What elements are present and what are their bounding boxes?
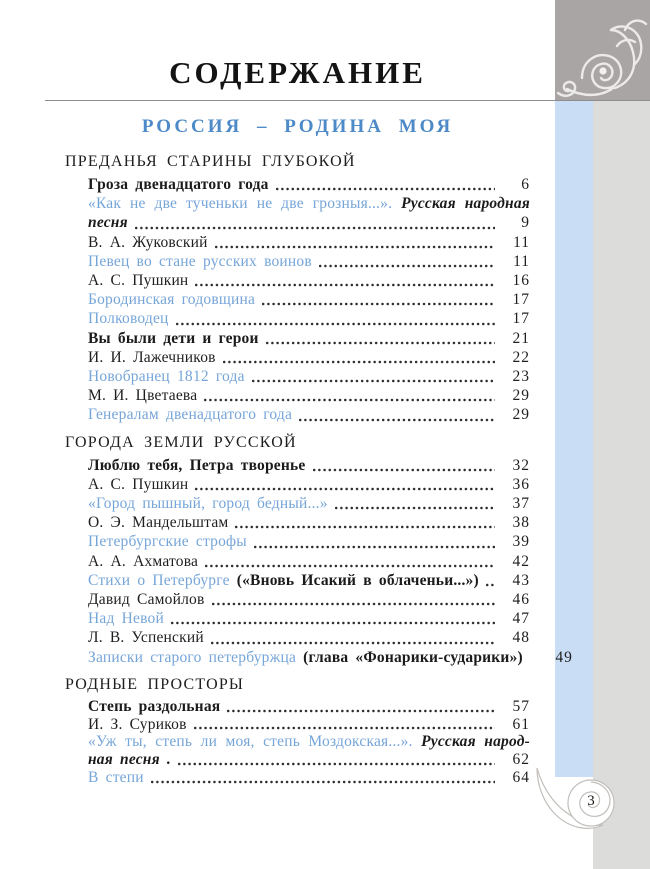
entry-page-number: 39 (512, 533, 530, 551)
entry-title (88, 213, 128, 232)
dot-leader (276, 187, 495, 191)
section-entries (65, 698, 530, 787)
entry-page-number: 21 (512, 329, 530, 347)
entry-title-segment: Русская народ- (412, 733, 530, 751)
entry-title-segment: В. А. Жуковский (88, 233, 208, 251)
dot-leader (262, 302, 495, 306)
entry-title (88, 252, 312, 271)
entry-title (88, 590, 205, 609)
entry-title (88, 751, 171, 769)
entry-title-segment: Вы были дети и герои (88, 329, 259, 347)
dot-leader (204, 398, 495, 402)
toc-entry (88, 475, 530, 494)
entry-page-number: 42 (512, 552, 530, 570)
entry-page-number: 11 (513, 252, 530, 270)
entry-title-segment: М. И. Цветаева (88, 387, 198, 405)
entry-title (88, 769, 144, 787)
entry-page-number: 46 (512, 591, 530, 609)
section-entries (65, 456, 573, 667)
entry-title (88, 348, 216, 367)
entry-title-segment: «Уж ты, степь ли моя, степь Моздокская...». (88, 733, 413, 751)
floral-swirl-icon (555, 0, 650, 100)
entry-title-segment: ная песня . (88, 751, 171, 769)
entry-title-segment: Степь раздольная (88, 697, 221, 715)
entry-title-segment: Люблю тебя, Петра творенье (88, 456, 306, 474)
entry-title-segment: Петербургские строфы (88, 533, 247, 551)
entry-title-segment: Новобранец 1812 года (88, 368, 245, 386)
entry-page-number: 61 (512, 715, 530, 733)
entry-title-segment: Над Невой (88, 610, 164, 628)
toc-entry (88, 590, 530, 609)
entry-title (88, 194, 530, 213)
toc-entry (88, 552, 530, 571)
toc-entry (88, 386, 530, 405)
entry-title (88, 367, 245, 386)
dot-leader (194, 726, 495, 730)
page-number: 3 (587, 793, 595, 809)
toc-entry (88, 609, 530, 628)
toc-entry (88, 405, 530, 424)
toc-entry (88, 175, 530, 194)
dot-leader (171, 621, 495, 625)
entry-title-segment: В степи (88, 769, 144, 787)
entry-page-number: 47 (512, 610, 530, 628)
entry-page-number: 17 (512, 291, 530, 309)
part-title: РОССИЯ – РОДИНА МОЯ (141, 116, 454, 137)
entry-page-number: 62 (512, 751, 530, 769)
entry-page-number: 22 (512, 348, 530, 366)
entry-page-number: 43 (512, 571, 530, 589)
entry-page-number: 23 (512, 368, 530, 386)
entry-title-segment: «Город пышный, город бедный...» (88, 495, 328, 513)
entry-title (88, 175, 269, 194)
entry-page-number: 9 (521, 214, 530, 232)
dot-leader (176, 322, 495, 326)
dot-leader (266, 341, 495, 345)
entry-page-number: 38 (512, 514, 530, 532)
dot-leader (195, 487, 495, 491)
section-header: РОДНЫЕ ПРОСТОРЫ (65, 675, 245, 693)
dot-leader (205, 564, 495, 568)
toc-entry (88, 194, 530, 213)
entry-title-segment: О. Э. Мандельштам (88, 514, 229, 532)
entry-page-number: 36 (512, 475, 530, 493)
dot-leader (212, 602, 495, 606)
entry-title (88, 290, 255, 309)
toc-entry (88, 628, 530, 647)
section-entries (65, 175, 530, 425)
dot-leader (252, 379, 495, 383)
entry-title-segment: А. А. Ахматова (88, 552, 199, 570)
entry-title-segment: Л. В. Успенский (88, 629, 204, 647)
toc-entry (88, 571, 530, 590)
toc-section (65, 675, 530, 787)
entry-title (88, 609, 164, 628)
entry-title (88, 513, 228, 532)
entry-title (88, 309, 169, 328)
dot-leader (223, 360, 495, 364)
dot-leader (215, 245, 495, 249)
entry-title-segment: А. С. Пушкин (88, 475, 189, 493)
entry-title (88, 716, 187, 734)
entry-title (88, 648, 523, 667)
toc-entry (88, 213, 530, 232)
toc-entry (88, 733, 530, 751)
entry-page-number: 17 (512, 310, 530, 328)
dot-leader (254, 545, 495, 549)
toc-entry (88, 456, 530, 475)
entry-title-segment: (глава «Фонарики-сударики») (296, 648, 523, 666)
entry-title (88, 698, 220, 716)
entry-page-number: 16 (512, 272, 530, 290)
toc-page (65, 0, 573, 787)
entry-title-segment: И. З. Суриков (88, 715, 187, 733)
entry-page-number: 57 (512, 697, 530, 715)
dot-leader (178, 762, 495, 766)
entry-title (88, 494, 328, 513)
entry-title (88, 386, 197, 405)
entry-title-segment: И. И. Лажечников (88, 348, 216, 366)
entry-title-segment: («Вновь Исакий в облаченьи...») (229, 571, 479, 589)
entry-title (88, 628, 204, 647)
entry-title (88, 271, 188, 290)
gray-margin-strip (593, 101, 650, 869)
toc-entry (88, 513, 530, 532)
toc-entry (88, 698, 530, 716)
entry-title (88, 475, 188, 494)
entry-title-segment: Гроза двенадцатого года (88, 176, 269, 193)
page-title: СОДЕРЖАНИЕ (169, 55, 426, 90)
toc-entry (88, 494, 530, 513)
entry-title (88, 733, 530, 751)
toc-entry (88, 233, 530, 252)
entry-title-segment: А. С. Пушкин (88, 272, 189, 290)
dot-leader (211, 641, 495, 645)
entry-title (88, 233, 208, 252)
dot-leader (335, 506, 495, 510)
entry-title-segment: Записки старого петербуржца (88, 648, 297, 666)
entry-page-number: 48 (512, 629, 530, 647)
entry-title-segment: Полководец (88, 310, 169, 328)
dot-leader (227, 709, 495, 713)
toc-entry (88, 329, 530, 348)
dot-leader (313, 468, 496, 472)
toc-entry (88, 769, 530, 787)
section-header: ГОРОДА ЗЕМЛИ РУССКОЙ (65, 433, 297, 451)
entry-title (88, 405, 292, 424)
entry-page-number: 11 (513, 233, 530, 251)
entry-title-segment: песня (88, 214, 128, 232)
entry-page-number: 49 (555, 648, 573, 666)
toc-section (65, 433, 573, 667)
toc-entry (88, 751, 530, 769)
dot-leader (486, 583, 495, 587)
entry-title (88, 532, 247, 551)
dot-leader (319, 264, 495, 268)
toc-entry (88, 716, 530, 734)
toc-sections (65, 152, 573, 787)
entry-page-number: 29 (512, 406, 530, 424)
dot-leader (299, 418, 495, 422)
toc-section (65, 152, 530, 425)
toc-entry (88, 648, 573, 667)
entry-page-number: 6 (521, 176, 530, 193)
entry-title-segment: Русская народная (392, 195, 530, 213)
entry-page-number: 37 (512, 495, 530, 513)
entry-page-number: 64 (512, 769, 530, 787)
entry-page-number: 32 (512, 456, 530, 474)
toc-entry (88, 290, 530, 309)
entry-title-segment: Бородинская годовщина (88, 291, 256, 309)
entry-title (88, 571, 479, 590)
entry-title-segment: «Как не две тученьки не две грозныя...». (88, 195, 393, 213)
toc-entry (88, 367, 530, 386)
dot-leader (135, 226, 495, 230)
entry-page-number: 29 (512, 387, 530, 405)
toc-entry (88, 309, 530, 328)
toc-entry (88, 348, 530, 367)
entry-title (88, 329, 259, 348)
blue-margin-strip (555, 101, 593, 777)
entry-title-segment: Стихи о Петербурге (88, 571, 230, 589)
dot-leader (530, 660, 538, 664)
entry-title-segment: Давид Самойлов (88, 591, 205, 609)
section-header: ПРЕДАНЬЯ СТАРИНЫ ГЛУБОКОЙ (65, 153, 356, 170)
dot-leader (235, 525, 495, 529)
entry-title (88, 456, 306, 475)
toc-entry (88, 532, 530, 551)
toc-entry (88, 271, 530, 290)
dot-leader (151, 780, 495, 784)
entry-title-segment: Певец во стане русских воинов (88, 252, 312, 270)
dot-leader (195, 283, 495, 287)
toc-entry (88, 252, 530, 271)
entry-title-segment: Генералам двенадцатого года (88, 406, 293, 424)
entry-title (88, 552, 198, 571)
